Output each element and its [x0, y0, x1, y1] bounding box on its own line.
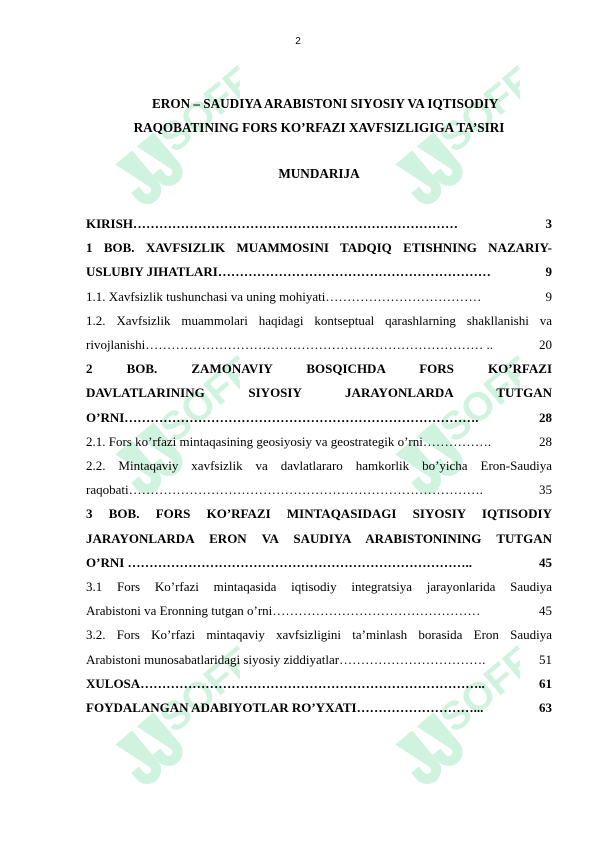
toc-page-number: 35 — [539, 482, 552, 498]
toc-entry-text: 1.1. Xavfsizlik tushunchasi va uning mohiyati — [86, 288, 326, 304]
title-line-2: RAQOBATINING FORS KO’RFAZI XAVFSIZLIGIGA TA’SIRI — [133, 120, 505, 135]
toc-leader-dots: ………………………………………………………………………. — [128, 482, 483, 498]
toc-entry-text: O’RNI — [86, 409, 125, 425]
toc-entry-text: JARAYONLARDA ERON VA SAUDIYA ARABISTONINING TUTGAN — [86, 530, 552, 546]
toc-entry-text: XULOSA — [86, 675, 141, 691]
toc-leader-dots: ……………. — [422, 433, 492, 449]
toc-page-number: 45 — [539, 554, 552, 570]
toc-entry[interactable] — [86, 285, 552, 309]
watermark-graphic — [80, 60, 240, 220]
toc-leader-dots: ………………………………………………………………… — [132, 216, 458, 231]
svg-text:SOFF: SOFF — [431, 60, 520, 161]
toc-entry-text: 1.2. Xavfsizlik muammolari haqidagi kontseptual qarashlarning shakllanishi va — [86, 312, 552, 328]
toc-entry-text: USLUBIY JIHATLARI — [86, 264, 218, 280]
toc-page-number: 20 — [539, 337, 552, 353]
toc-entry[interactable] — [86, 236, 552, 284]
toc-leader-dots: ………………………………………… — [272, 603, 481, 619]
soff-watermark-logo — [80, 60, 240, 220]
title-line-1: ERON – SAUDIYA ARABISTONI SIYOSIY VA IQTISODIY — [152, 96, 499, 111]
toc-entry[interactable] — [86, 696, 552, 720]
toc-entry[interactable] — [86, 502, 552, 575]
svg-text:SOFF: SOFF — [151, 350, 240, 451]
toc-entry[interactable] — [86, 672, 552, 696]
toc-leader-dots: ……………………………………………………… — [217, 264, 491, 280]
toc-entry-text: DAVLATLARINING SIYOSIY JARAYONLARDA TUTGAN — [86, 385, 552, 401]
toc-entry-text: 3 BOB. FORS KO’RFAZI MINTAQASIDAGI SIYOSIY IQTISODIY — [86, 506, 552, 522]
toc-entry-text: Arabistoni munosabatlaridagi siyosiy ziddiyatlar — [86, 651, 340, 667]
toc-entry[interactable] — [86, 623, 552, 671]
toc-entry-text: 2.2. Mintaqaviy xavfsizlik va davlatlararo hamkorlik bo’yicha Eron-Saudiya — [86, 458, 552, 474]
toc-leader-dots: …………………………………………………………………….. — [140, 675, 485, 691]
svg-text:SOFF: SOFF — [431, 640, 520, 741]
page-number: 2 — [295, 36, 301, 47]
toc-leader-dots: …………………………………………………………………….. — [127, 554, 473, 570]
toc-entry-text: 1 BOB. XAVFSIZLIK MUAMMOSINI TADQIQ ETISHNING NAZARIY- — [86, 240, 552, 256]
toc-entry[interactable] — [86, 454, 552, 502]
toc-leader-dots: ……………………………… — [325, 288, 482, 304]
toc-page-number: 3 — [545, 216, 552, 231]
toc-entry-text: FOYDALANGAN ADABIYOTLAR RO’YXATI — [86, 700, 357, 716]
toc-entry-text: 2.1. Fors ko’rfazi mintaqasining geosiyosiy va geostrategik o’rni — [86, 433, 423, 449]
toc-entry-text: 3.1 Fors Ko’rfazi mintaqasida iqtisodiy integratsiya jarayonlarida Saudiya — [86, 579, 552, 595]
toc-page-number: 45 — [539, 603, 552, 619]
document-title — [86, 92, 552, 140]
toc-page-number: 28 — [539, 409, 552, 425]
toc-entry-text: rivojlanishi — [86, 337, 146, 353]
toc-leader-dots: ………………………………………………………………………. — [124, 409, 479, 425]
toc-entry[interactable] — [86, 357, 552, 430]
toc-leader-dots: ………………………... — [356, 700, 484, 716]
toc-leader-dots: …………………………………………………………………… .. — [145, 337, 493, 353]
toc-entry-text: O’RNI — [86, 554, 128, 570]
toc-entry-text: raqobati — [86, 482, 129, 498]
soff-watermark-logo — [360, 60, 520, 220]
toc-entry[interactable] — [86, 309, 552, 357]
toc-page-number: 63 — [539, 700, 552, 716]
toc-entry-text: 3.2. Fors Ko’rfazi mintaqaviy xavfsizligini ta’minlash borasida Eron Saudiya — [86, 627, 552, 643]
svg-text:SOFF: SOFF — [431, 350, 520, 451]
toc-entry[interactable] — [86, 212, 552, 236]
table-of-contents — [86, 212, 552, 720]
toc-page-number: 51 — [539, 651, 552, 667]
toc-entry[interactable] — [86, 430, 552, 454]
toc-page-number: 28 — [539, 433, 552, 449]
toc-entry-text: 2 BOB. ZAMONAVIY BOSQICHDA FORS KO’RFAZI — [86, 361, 552, 377]
toc-entry-text: KIRISH — [86, 216, 133, 231]
watermark-graphic — [360, 60, 520, 220]
svg-text:SOFF: SOFF — [151, 640, 240, 741]
svg-text:SOFF: SOFF — [151, 60, 240, 161]
toc-page-number: 9 — [545, 264, 552, 280]
toc-page-number: 61 — [539, 675, 552, 691]
toc-heading: MUNDARIJA — [278, 166, 360, 181]
toc-page-number: 9 — [545, 288, 552, 304]
toc-leader-dots: ……………………………. — [339, 651, 486, 667]
toc-entry-text: Arabistoni va Eronning tutgan o’rni — [86, 603, 273, 619]
toc-entry[interactable] — [86, 575, 552, 623]
